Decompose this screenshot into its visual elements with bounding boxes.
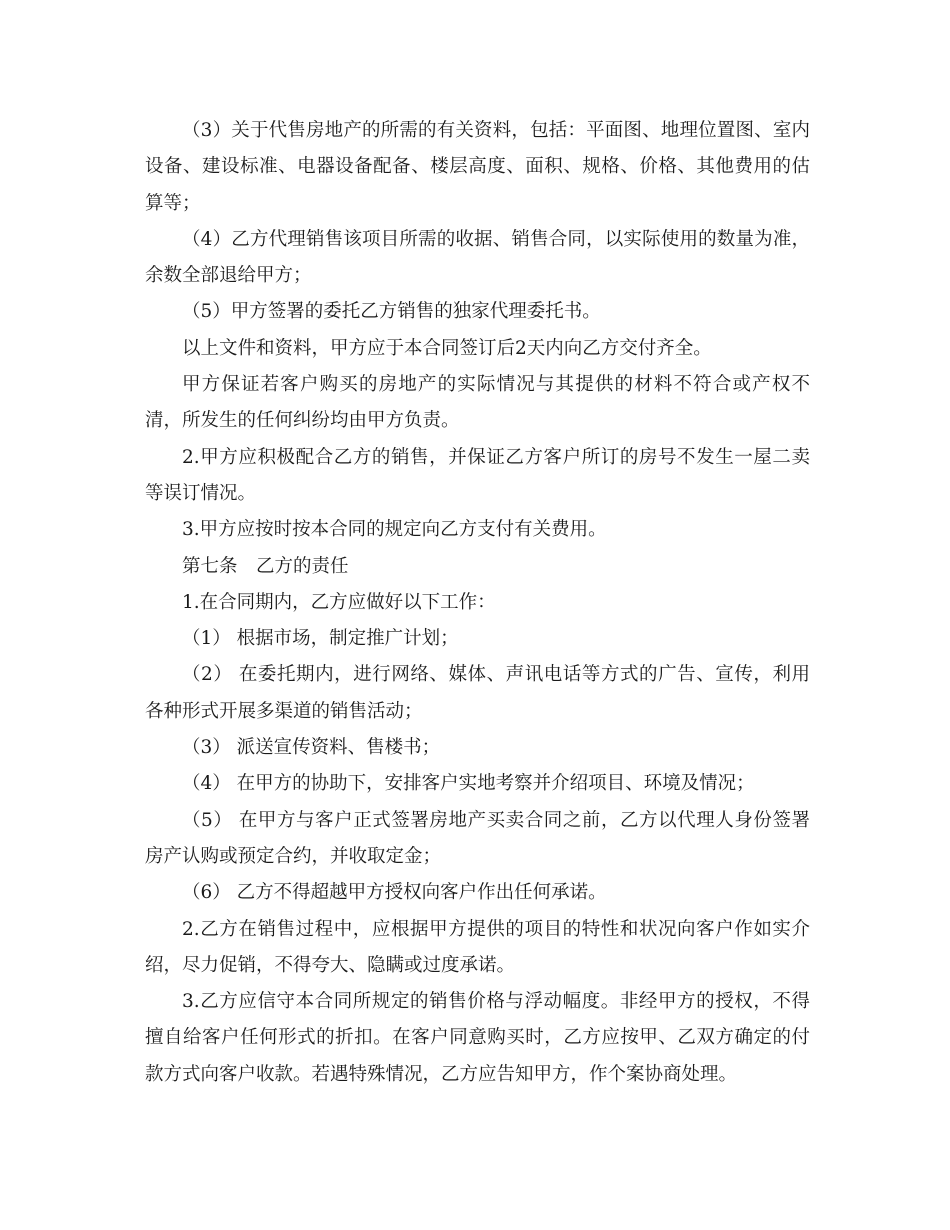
paragraph-party-a-guarantee: 甲方保证若客户购买的房地产的实际情况与其提供的材料不符合或产权不清，所发生的任何纠纷均由甲方负责。 <box>145 374 810 432</box>
paragraph-duty-2: （2） 在委托期内，进行网络、媒体、声讯电话等方式的广告、宣传，利用各种形式开展多渠道的销售活动； <box>145 664 810 722</box>
paragraph-duty-5: （5） 在甲方与客户正式签署房地产买卖合同之前，乙方以代理人身份签署房产认购或预定合约，并收取定金； <box>145 809 810 867</box>
article-7-heading: 第七条 乙方的责任 <box>182 555 349 577</box>
paragraph-clause-3-pricing: 3.乙方应信守本合同所规定的销售价格与浮动幅度。非经甲方的授权，不得擅自给客户任何形式的折扣。在客户同意购买时，乙方应按甲、乙双方确定的付款方式向客户收款。若遇特殊情况，乙方应告知甲方，作个案协商处理。 <box>145 991 810 1085</box>
paragraph-duty-4: （4） 在甲方的协助下，安排客户实地考察并介绍项目、环境及情况； <box>182 773 755 795</box>
paragraph-clause-2-cooperation: 2.甲方应积极配合乙方的销售，并保证乙方客户所订的房号不发生一屋二卖等误订情况。 <box>145 446 810 504</box>
paragraph-duty-6: （6） 乙方不得超越甲方授权向客户作出任何承诺。 <box>182 882 607 904</box>
paragraph-clause-2-honest-sales: 2.乙方在销售过程中，应根据甲方提供的项目的特性和状况向客户作如实介绍，尽力促销，不得夸大、隐瞒或过度承诺。 <box>145 918 810 976</box>
paragraph-delivery-deadline: 以上文件和资料，甲方应于本合同签订后2天内向乙方交付齐全。 <box>182 337 712 359</box>
paragraph-clause-3-payment: 3.甲方应按时按本合同的规定向乙方支付有关费用。 <box>182 519 607 541</box>
paragraph-item-4-receipts: （4）乙方代理销售该项目所需的收据、销售合同，以实际使用的数量为准，余数全部退给甲方； <box>145 228 810 287</box>
paragraph-item-5-authorization: （5）甲方签署的委托乙方销售的独家代理委托书。 <box>182 301 601 323</box>
paragraph-duty-3: （3） 派送宣传资料、售楼书； <box>182 737 441 759</box>
document-body <box>145 113 810 1093</box>
paragraph-duty-1: （1） 根据市场，制定推广计划； <box>182 628 459 650</box>
paragraph-item-3-materials: （3）关于代售房地产的所需的有关资料，包括：平面图、地理位置图、室内设备、建设标准、电器设备配备、楼层高度、面积、规格、价格、其他费用的估算等； <box>145 120 810 214</box>
paragraph-clause-1-duties: 1.在合同期内，乙方应做好以下工作： <box>182 591 496 613</box>
